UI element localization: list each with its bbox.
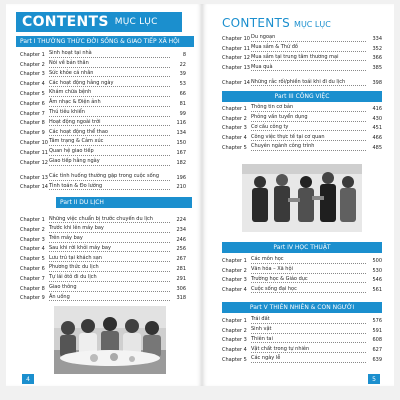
toc-row bbox=[222, 324, 382, 334]
page-ref: 150 bbox=[176, 139, 186, 146]
chapter-title: Cơ cấu công ty bbox=[251, 124, 366, 132]
part-1-toc bbox=[20, 48, 186, 190]
chapter-title: Thiên tai bbox=[251, 336, 366, 344]
chapter-label: Chapter 3 bbox=[20, 71, 45, 78]
toc-row bbox=[20, 282, 186, 292]
page-ref: 608 bbox=[372, 337, 382, 344]
chapter-label: Chapter 4 bbox=[222, 347, 247, 354]
toc-row bbox=[20, 146, 186, 156]
chapter-label: Chapter 3 bbox=[222, 337, 247, 344]
left-page bbox=[6, 4, 202, 386]
chapter-title: Các môn học bbox=[251, 256, 366, 264]
page-ref: 334 bbox=[372, 35, 382, 42]
chapter-label: Chapter 1 bbox=[20, 51, 45, 58]
part-5-toc bbox=[222, 314, 382, 363]
toc-row bbox=[222, 343, 382, 353]
chapter-title: Văn hóa – Xã hội bbox=[251, 266, 366, 274]
chapter-label: Chapter 14 bbox=[20, 184, 48, 191]
chapter-label: Chapter 9 bbox=[20, 295, 45, 302]
chapter-label: Chapter 12 bbox=[222, 55, 250, 62]
contents-title: CONTENTS bbox=[22, 14, 109, 30]
chapter-title: Phương thức du lịch bbox=[49, 264, 170, 272]
book-spread bbox=[6, 4, 394, 396]
page-number-right: 5 bbox=[368, 374, 380, 384]
toc-row bbox=[222, 61, 382, 71]
page-ref: 530 bbox=[372, 267, 382, 274]
chapter-label: Chapter 11 bbox=[20, 149, 48, 156]
page-ref: 116 bbox=[176, 120, 186, 127]
chapter-label: Chapter 11 bbox=[222, 45, 250, 52]
part-4-header: Part IV HỌC THUẬT bbox=[222, 242, 382, 253]
chapter-label: Chapter 1 bbox=[20, 217, 45, 223]
page-ref: 66 bbox=[179, 90, 186, 97]
part-2-continued-toc bbox=[222, 32, 382, 86]
part-1-header: Part I THƯỜNG THỨC ĐỜI SỐNG & GIAO TIẾP XÃ HỘI bbox=[16, 36, 194, 47]
toc-row bbox=[222, 314, 382, 324]
chapter-title: Trên máy bay bbox=[49, 235, 170, 243]
page-ref: 246 bbox=[176, 236, 186, 243]
chapter-title: Thú tiêu khiển bbox=[49, 109, 170, 117]
chapter-label: Chapter 1 bbox=[222, 257, 247, 264]
toc-row bbox=[20, 166, 186, 181]
toc-row bbox=[222, 32, 382, 42]
contents-subtitle: MỤC LỤC bbox=[294, 20, 331, 29]
page-ref: 256 bbox=[176, 246, 186, 253]
chapter-title: Du ngoạn bbox=[251, 34, 366, 42]
toc-row bbox=[222, 283, 382, 293]
chapter-label: Chapter 13 bbox=[20, 174, 48, 181]
toc-row bbox=[20, 181, 186, 191]
chapter-title: Các ngày lễ bbox=[251, 355, 366, 363]
toc-row bbox=[222, 264, 382, 274]
chapter-title: Giao tiếp hằng ngày bbox=[49, 158, 170, 166]
page-ref: 234 bbox=[176, 226, 186, 233]
chapter-title: Các hoạt động thể thao bbox=[49, 129, 170, 137]
page-ref: 53 bbox=[179, 81, 186, 88]
business-meeting-photo bbox=[242, 164, 362, 232]
page-ref: 546 bbox=[372, 277, 382, 284]
page-ref: 430 bbox=[372, 115, 382, 122]
chapter-label: Chapter 12 bbox=[20, 159, 48, 166]
toc-row bbox=[20, 272, 186, 282]
part-5-header: Part V THIÊN NHIÊN & CON NGƯỜI bbox=[222, 302, 382, 313]
chapter-title: Sinh vật bbox=[251, 326, 366, 334]
chapter-title: Lưu trú tại khách sạn bbox=[49, 255, 170, 263]
chapter-label: Chapter 10 bbox=[20, 139, 48, 146]
chapter-title: Các hoạt động hằng ngày bbox=[49, 80, 170, 88]
chapter-title: Các tình huống thường gặp trong cuộc sống bbox=[49, 173, 170, 181]
contents-title-plain bbox=[222, 16, 331, 30]
toc-row bbox=[20, 292, 186, 302]
chapter-label: Chapter 5 bbox=[222, 356, 247, 363]
page-ref: 210 bbox=[176, 184, 186, 191]
chapter-label: Chapter 7 bbox=[20, 110, 45, 117]
page-ref: 561 bbox=[372, 287, 382, 294]
chapter-label: Chapter 2 bbox=[222, 115, 247, 122]
chapter-title: Ăn uống bbox=[49, 294, 170, 302]
chapter-label: Chapter 4 bbox=[20, 246, 45, 253]
chapter-title: Cuộc sống đại học bbox=[251, 286, 366, 294]
chapter-title: Tâm trạng & Cảm xúc bbox=[49, 138, 170, 146]
chapter-label: Chapter 1 bbox=[222, 317, 247, 324]
chapter-title: Công việc thực tế tại cơ quan bbox=[251, 134, 366, 142]
page-ref: 267 bbox=[176, 256, 186, 263]
chapter-title: Quan hệ giao tiếp bbox=[49, 148, 170, 156]
part-3-toc bbox=[222, 102, 382, 151]
chapter-label: Chapter 8 bbox=[20, 285, 45, 292]
page-ref: 485 bbox=[372, 144, 382, 151]
toc-row bbox=[222, 254, 382, 264]
page-ref: 196 bbox=[176, 174, 186, 181]
page-ref: 39 bbox=[179, 71, 186, 78]
toc-row bbox=[222, 42, 382, 52]
part-3-header: Part III CÔNG VIỆC bbox=[222, 91, 382, 102]
chapter-label: Chapter 6 bbox=[20, 265, 45, 272]
chapter-label: Chapter 3 bbox=[222, 125, 247, 132]
page-ref: 99 bbox=[179, 110, 186, 117]
toc-row bbox=[20, 208, 186, 223]
toc-row bbox=[20, 97, 186, 107]
page-ref: 398 bbox=[372, 80, 382, 87]
chapter-label: Chapter 8 bbox=[20, 120, 45, 127]
chapter-title: Tự lái ôtô đi du lịch bbox=[49, 274, 170, 282]
toc-row bbox=[20, 252, 186, 262]
chapter-label: Chapter 4 bbox=[20, 81, 45, 88]
page-ref: 352 bbox=[372, 45, 382, 52]
chapter-label: Chapter 5 bbox=[20, 90, 45, 97]
page-ref: 466 bbox=[372, 135, 382, 142]
chapter-label: Chapter 3 bbox=[222, 277, 247, 284]
chapter-title: Trước khi lên máy bay bbox=[49, 225, 170, 233]
toc-row bbox=[222, 102, 382, 112]
part-2-header: Part II DU LỊCH bbox=[56, 197, 192, 208]
page-ref: 591 bbox=[372, 327, 382, 334]
toc-row bbox=[222, 353, 382, 363]
chapter-title: Mua quà bbox=[251, 64, 366, 72]
toc-row bbox=[20, 68, 186, 78]
chapter-title: Trái đất bbox=[251, 316, 366, 324]
chapter-title: Nói về bản thân bbox=[49, 60, 170, 68]
chapter-label: Chapter 3 bbox=[20, 236, 45, 243]
chapter-title: Tình toán & Đo lường bbox=[49, 183, 170, 191]
page-ref: 576 bbox=[372, 317, 382, 324]
toc-row bbox=[222, 334, 382, 344]
chapter-title: Hoạt động ngoài trời bbox=[49, 119, 170, 127]
chapter-label: Chapter 5 bbox=[20, 256, 45, 263]
toc-row bbox=[20, 233, 186, 243]
chapter-label: Chapter 9 bbox=[20, 130, 45, 137]
page-ref: 627 bbox=[372, 347, 382, 354]
chapter-title: Mua sắm & Thứ đồ bbox=[251, 44, 366, 52]
chapter-title: Trường học & Giáo dục bbox=[251, 276, 366, 284]
page-ref: 500 bbox=[372, 257, 382, 264]
toc-row bbox=[222, 141, 382, 151]
chapter-label: Chapter 1 bbox=[222, 105, 247, 112]
page-ref: 224 bbox=[176, 217, 186, 223]
toc-row bbox=[20, 77, 186, 87]
chapter-label: Chapter 7 bbox=[20, 275, 45, 282]
toc-row bbox=[222, 274, 382, 284]
chapter-title: Mua sắm tại trung tâm thương mại bbox=[251, 54, 366, 62]
page-ref: 639 bbox=[372, 356, 382, 363]
page-ref: 318 bbox=[176, 295, 186, 302]
page-ref: 81 bbox=[179, 100, 186, 107]
page-ref: 182 bbox=[176, 159, 186, 166]
part-4-toc bbox=[222, 254, 382, 293]
chapter-label: Chapter 5 bbox=[222, 144, 247, 151]
toc-row bbox=[222, 131, 382, 141]
page-ref: 134 bbox=[176, 130, 186, 137]
chapter-label: Chapter 6 bbox=[20, 100, 45, 107]
contents-title: CONTENTS bbox=[222, 16, 291, 30]
chapter-title: Sinh hoạt tại nhà bbox=[49, 50, 170, 58]
toc-row bbox=[20, 48, 186, 58]
chapter-title: Khám chữa bệnh bbox=[49, 89, 170, 97]
chapter-label: Chapter 10 bbox=[222, 35, 250, 42]
page-ref: 281 bbox=[176, 265, 186, 272]
chapter-title: Phỏng vấn tuyển dụng bbox=[251, 114, 366, 122]
chapter-label: Chapter 2 bbox=[20, 226, 45, 233]
page-ref: 22 bbox=[179, 61, 186, 68]
contents-title-banner bbox=[16, 12, 182, 32]
part-2-toc bbox=[20, 208, 186, 301]
page-ref: 167 bbox=[176, 149, 186, 156]
page-ref: 385 bbox=[372, 65, 382, 72]
toc-row bbox=[20, 107, 186, 117]
toc-row bbox=[20, 126, 186, 136]
page-number-left: 4 bbox=[22, 374, 34, 384]
toc-row bbox=[20, 156, 186, 166]
chapter-title: Âm nhạc & Điện ảnh bbox=[49, 99, 170, 107]
toc-row bbox=[20, 136, 186, 146]
toc-row bbox=[20, 243, 186, 253]
page-ref: 291 bbox=[176, 275, 186, 282]
chapter-label: Chapter 14 bbox=[222, 80, 250, 87]
chapter-label: Chapter 4 bbox=[222, 135, 247, 142]
chapter-label: Chapter 2 bbox=[222, 267, 247, 274]
toc-row bbox=[222, 71, 382, 86]
chapter-label: Chapter 13 bbox=[222, 65, 250, 72]
toc-row bbox=[20, 117, 186, 127]
chapter-title: Thông tin cơ bản bbox=[251, 104, 366, 112]
chapter-label: Chapter 4 bbox=[222, 287, 247, 294]
right-page bbox=[202, 4, 394, 386]
toc-row bbox=[20, 58, 186, 68]
contents-subtitle: MỤC LỤC bbox=[114, 17, 158, 27]
chapter-title: Giao thông bbox=[49, 284, 170, 292]
toc-row bbox=[20, 223, 186, 233]
toc-row bbox=[20, 262, 186, 272]
chapter-label: Chapter 2 bbox=[222, 327, 247, 334]
chapter-title: Sức khỏe cá nhân bbox=[49, 70, 170, 78]
travel-dining-photo bbox=[54, 306, 166, 374]
chapter-title: Những rắc rối/phiền toái khi đi du lịch bbox=[251, 79, 366, 87]
page-ref: 8 bbox=[182, 51, 186, 58]
page-ref: 451 bbox=[372, 125, 382, 132]
page-ref: 366 bbox=[372, 55, 382, 62]
toc-row bbox=[222, 112, 382, 122]
chapter-label: Chapter 2 bbox=[20, 61, 45, 68]
page-ref: 416 bbox=[372, 105, 382, 112]
toc-row bbox=[222, 52, 382, 62]
toc-row bbox=[222, 122, 382, 132]
page-ref: 306 bbox=[176, 285, 186, 292]
chapter-title: Chuyên ngành công trình bbox=[251, 143, 366, 151]
chapter-title: Sau khi rời khỏi máy bay bbox=[49, 245, 170, 253]
toc-row bbox=[20, 87, 186, 97]
chapter-title: Vật chất trong tự nhiên bbox=[251, 346, 366, 354]
chapter-title: Những việc chuẩn bị trước chuyến du lịch bbox=[49, 216, 170, 224]
